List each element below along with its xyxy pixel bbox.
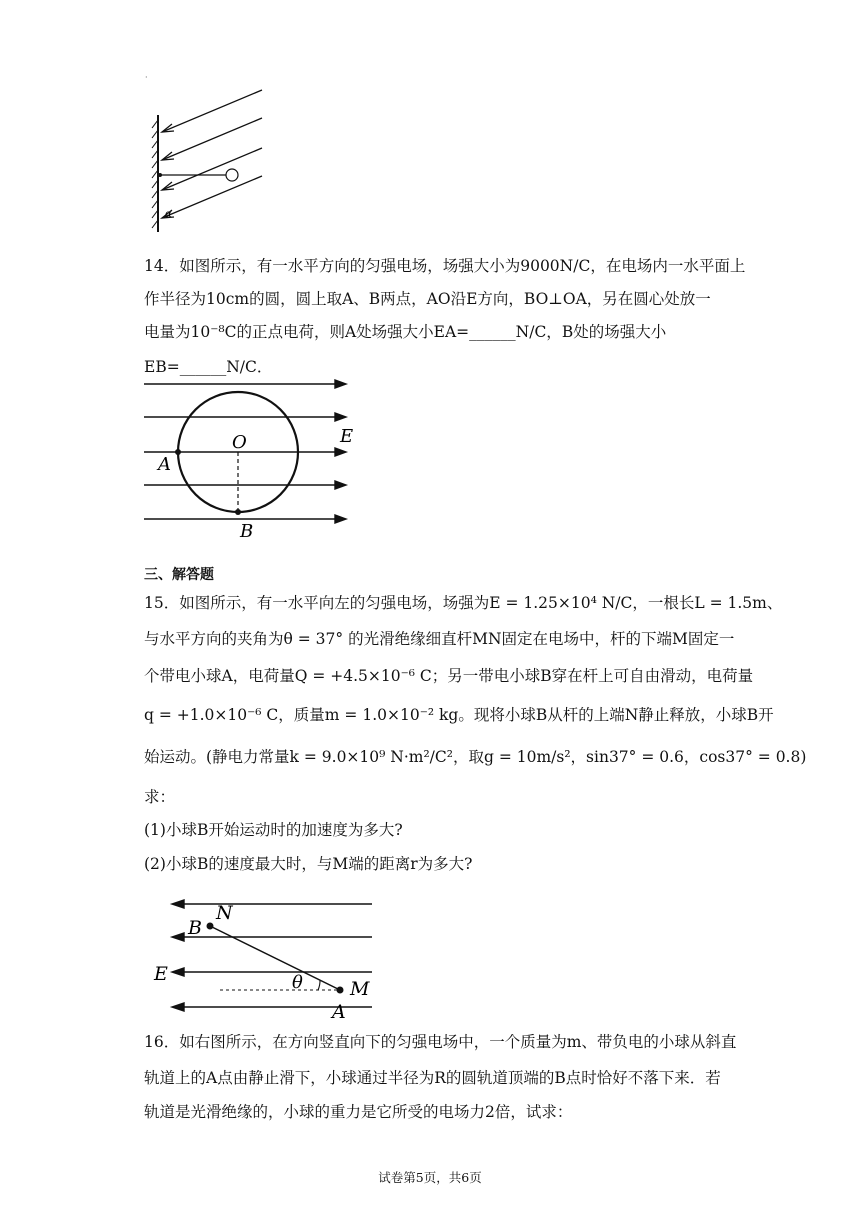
figure-q13 — [140, 70, 280, 235]
q16-line-3: 轨道是光滑绝缘的，小球的重力是它所受的电场力2倍，试求： — [144, 1103, 573, 1121]
q14-line-2: 作半径为10cm的圆，圆上取A、B两点，AO沿E方向，BO⊥OA，另在圆心处放一 — [144, 290, 711, 308]
q15-line-8: (2)小球B的速度最大时，与M端的距离r为多大? — [144, 855, 473, 873]
q16-line-1: 16．如右图所示，在方向竖直向下的匀强电场中，一个质量为m、带负电的小球从斜直 — [144, 1033, 737, 1051]
svg-text:·: · — [145, 73, 148, 82]
label-A: A — [158, 454, 171, 475]
q16-line-2: 轨道上的A点由静止滑下，小球通过半径为R的圆轨道顶端的B点时恰好不落下来．若 — [144, 1069, 721, 1087]
alpha-label: α — [165, 209, 172, 220]
label-O: O — [232, 432, 247, 453]
section-title: 三、解答题 — [144, 567, 214, 583]
q15-line-4: q = +1.0×10⁻⁶ C，质量m = 1.0×10⁻² kg。现将小球B从杆的上端N静止释放，小球B开 — [144, 706, 774, 724]
q15-line-6: 求： — [144, 788, 176, 806]
page-footer: 试卷第5页，共6页 — [378, 1170, 482, 1185]
figure-q14 — [140, 372, 370, 542]
q15-line-5: 始运动。(静电力常量k = 9.0×10⁹ N·m²/C²，取g = 10m/s²，sin37° = 0.6，cos37° = 0.8) — [144, 748, 807, 766]
label-B: B — [188, 917, 202, 939]
label-A: A — [332, 1001, 346, 1023]
q15-line-3: 个带电小球A，电荷量Q = +4.5×10⁻⁶ C；另一带电小球B穿在杆上可自由滑动，电荷量 — [144, 667, 754, 685]
label-E: E — [154, 963, 168, 985]
q15-line-1: 15．如图所示，有一水平向左的匀强电场，场强为E = 1.25×10⁴ N/C，一根长L = 1.5m、 — [144, 594, 783, 612]
q15-line-2: 与水平方向的夹角为θ = 37° 的光滑绝缘细直杆MN固定在电场中，杆的下端M固定一 — [144, 630, 735, 648]
label-E: E — [340, 426, 354, 447]
label-theta: θ — [292, 972, 303, 993]
q14-line-1: 14．如图所示，有一水平方向的匀强电场，场强大小为9000N/C，在电场内一水平面上 — [144, 257, 746, 275]
label-B: B — [240, 521, 254, 542]
label-M: M — [350, 978, 370, 1000]
figure-q15 — [150, 890, 390, 1025]
label-N: N — [216, 902, 233, 924]
q14-line-3: 电量为10⁻⁸C的正点电荷，则A处场强大小EA=______N/C，B处的场强大小 — [144, 323, 667, 341]
q14-line-4: EB=______N/C． — [144, 358, 273, 376]
q15-line-7: (1)小球B开始运动时的加速度为多大? — [144, 821, 403, 839]
